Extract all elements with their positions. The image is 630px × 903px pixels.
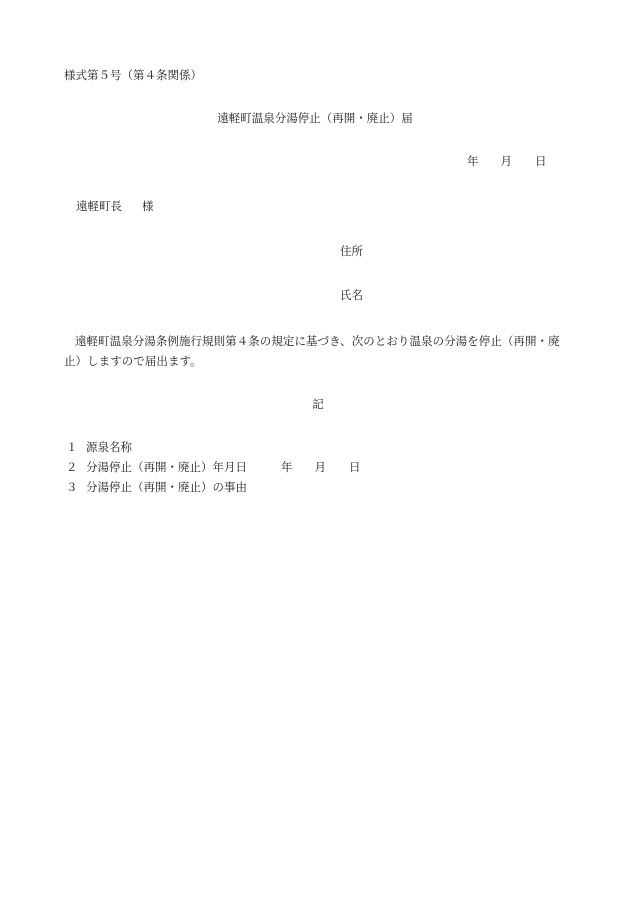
item-month: 月 — [314, 460, 326, 474]
submission-date — [467, 154, 547, 168]
ki-heading: 記 — [312, 397, 324, 411]
document-title: 遠軽町温泉分湯停止（再開・廃止）届 — [217, 111, 413, 125]
addressee-name: 遠軽町長 — [76, 199, 122, 213]
item-label: 源泉名称 — [86, 440, 132, 454]
date-year: 年 — [467, 154, 479, 168]
list-item — [66, 440, 361, 460]
item-number: ３ — [66, 480, 78, 494]
item-number: ２ — [66, 460, 78, 474]
list-item — [66, 480, 361, 500]
address-label: 住所 — [340, 244, 363, 258]
addressee — [76, 199, 154, 213]
body-paragraph: 遠軽町温泉分湯条例施行規則第４条の規定に基づき、次のとおり温泉の分湯を停止（再開・廃止）しますので届出ます。 — [64, 334, 560, 368]
name-label: 氏名 — [340, 288, 363, 302]
item-label: 分湯停止（再開・廃止）年月日 — [86, 460, 247, 474]
item-label: 分湯停止（再開・廃止）の事由 — [86, 480, 247, 494]
date-day: 日 — [535, 154, 547, 168]
item-year: 年 — [281, 460, 293, 474]
form-number: 様式第５号（第４条関係） — [64, 68, 202, 82]
list-item — [66, 460, 361, 480]
item-list — [66, 440, 361, 500]
item-number: １ — [66, 440, 78, 454]
addressee-honorific: 様 — [142, 199, 154, 213]
date-month: 月 — [500, 154, 512, 168]
item-day: 日 — [349, 460, 361, 474]
